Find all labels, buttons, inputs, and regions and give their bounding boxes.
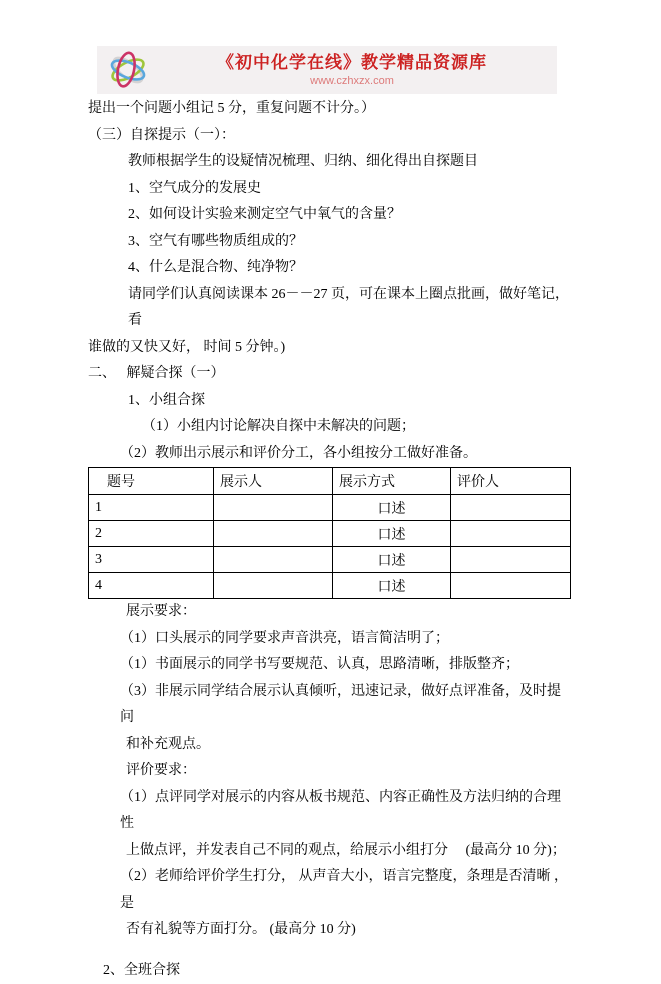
list-item: （1）书面展示的同学书写要规范、认真，思路清晰，排版整齐； [88,652,573,679]
atom-logo-icon [97,46,159,94]
banner-text-block [159,52,557,88]
col-header-presenter: 展示人 [214,468,333,495]
cell-question-no: 4 [89,573,214,599]
paragraph: 展示要求： [88,599,573,626]
section-heading: 二、 解疑合探（一） [88,361,573,388]
subsection-heading: 2、全班合探 [88,958,573,984]
site-url: www.czhxzx.com [159,74,545,88]
cell-evaluator [451,573,571,599]
paragraph: （三）自探提示（一）： [88,123,573,150]
list-item: （1）点评同学对展示的内容从板书规范、内容正确性及方法归纳的合理性 [88,785,573,838]
col-header-method: 展示方式 [333,468,451,495]
cell-evaluator [451,547,571,573]
cell-question-no: 2 [89,521,214,547]
list-item: （3）非展示同学结合展示认真倾听，迅速记录，做好点评准备，及时提问 [88,679,573,732]
list-item: 1、空气成分的发展史 [88,176,573,203]
table-header-row [89,468,571,495]
assignment-table [88,467,571,599]
table-row [89,547,571,573]
paragraph: 上做点评，并发表自己不同的观点，给展示小组打分 (最高分 10 分)； [88,838,573,865]
list-item: （2）教师出示展示和评价分工，各小组按分工做好准备。 [88,441,573,468]
site-banner [97,46,557,94]
list-item: （2）老师给评价学生打分， 从声音大小，语言完整度，条理是否清晰 ，是 [88,864,573,917]
cell-presenter [214,521,333,547]
list-item: 4、什么是混合物、纯净物？ [88,255,573,282]
table-row [89,495,571,521]
paragraph: 谁做的又快又好， 时间 5 分钟。) [88,335,573,362]
table-row [89,521,571,547]
cell-question-no: 3 [89,547,214,573]
cell-method: 口述 [333,521,451,547]
cell-method: 口述 [333,495,451,521]
cell-evaluator [451,495,571,521]
table-row [89,573,571,599]
col-header-question-no: 题号 [89,468,214,495]
list-item: （1）小组内讨论解决自探中未解决的问题； [88,414,573,441]
document-body [88,96,573,984]
list-item: （1）口头展示的同学要求声音洪亮，语言简洁明了； [88,626,573,653]
cell-presenter [214,547,333,573]
list-item: 2、如何设计实验来测定空气中氧气的含量？ [88,202,573,229]
col-header-evaluator: 评价人 [451,468,571,495]
paragraph: 和补充观点。 [88,732,573,759]
cell-evaluator [451,521,571,547]
paragraph: 提出一个问题小组记 5 分，重复问题不计分。） [88,96,573,123]
list-item: 3、空气有哪些物质组成的？ [88,229,573,256]
cell-presenter [214,573,333,599]
cell-method: 口述 [333,573,451,599]
subsection-heading: 1、小组合探 [88,388,573,415]
paragraph: 评价要求： [88,758,573,785]
paragraph: 教师根据学生的设疑情况梳理、归纳、细化得出自探题目 [88,149,573,176]
paragraph: 否有礼貌等方面打分。 (最高分 10 分) [88,917,573,944]
cell-question-no: 1 [89,495,214,521]
site-title: 《初中化学在线》教学精品资源库 [159,52,545,74]
paragraph: 请同学们认真阅读课本 26－－27 页，可在课本上圈点批画，做好笔记，看 [88,282,573,335]
cell-presenter [214,495,333,521]
cell-method: 口述 [333,547,451,573]
